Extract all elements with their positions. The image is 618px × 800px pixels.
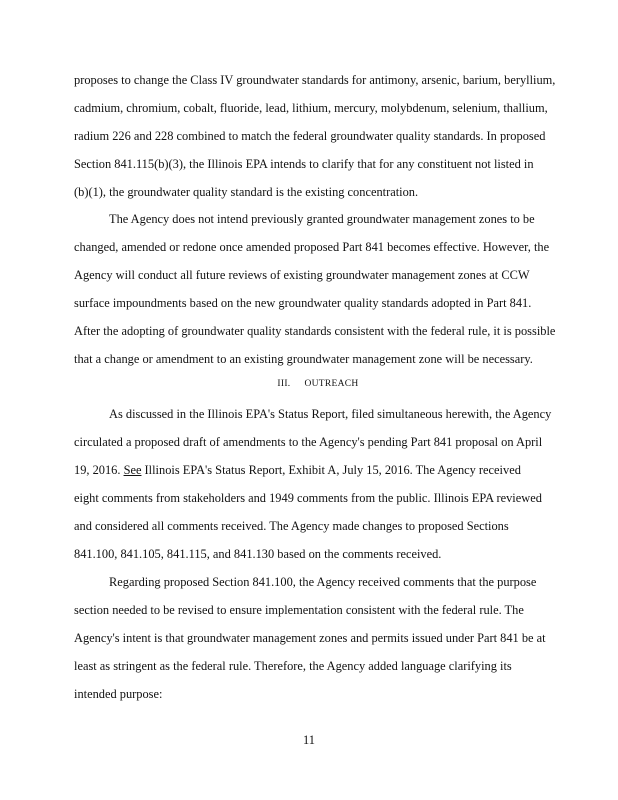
body-text-line: Section 841.115(b)(3), the Illinois EPA intends to clarify that for any constituent not listed in	[74, 157, 534, 171]
body-text-line: and considered all comments received. The Agency made changes to proposed Sections	[74, 519, 509, 533]
text-span: Illinois EPA's Status Report, Exhibit A, July 15, 2016. The Agency received	[141, 463, 521, 477]
body-text-line: surface impoundments based on the new groundwater quality standards adopted in Part 841.	[74, 296, 532, 310]
page-number: 11	[303, 733, 315, 747]
citation-signal: See	[123, 463, 142, 477]
body-text-line	[74, 463, 598, 477]
body-text-line: (b)(1), the groundwater quality standard is the existing concentration.	[74, 185, 419, 199]
body-text-line: Regarding proposed Section 841.100, the Agency received comments that the purpose	[109, 575, 537, 589]
body-text-line: circulated a proposed draft of amendments to the Agency's pending Part 841 proposal on April	[74, 435, 543, 449]
section-number: III.	[277, 379, 291, 389]
body-text-line: least as stringent as the federal rule. Therefore, the Agency added language clarifying its	[74, 659, 512, 673]
body-text-line: eight comments from stakeholders and 1949 comments from the public. Illinois EPA reviewed	[74, 491, 542, 505]
body-text-line: cadmium, chromium, cobalt, fluoride, lead, lithium, mercury, molybdenum, selenium, thallium,	[74, 101, 548, 115]
body-text-line: radium 226 and 228 combined to match the federal groundwater quality standards. In proposed	[74, 129, 546, 143]
body-text-line: intended purpose:	[74, 687, 163, 701]
body-text-line: changed, amended or redone once amended proposed Part 841 becomes effective. However, the	[74, 240, 550, 254]
body-text-line: Agency's intent is that groundwater management zones and permits issued under Part 841 be at	[74, 631, 546, 645]
body-text-line: The Agency does not intend previously granted groundwater management zones to be	[109, 212, 535, 226]
body-text-line: As discussed in the Illinois EPA's Status Report, filed simultaneous herewith, the Agency	[109, 407, 552, 421]
text-span: 19, 2016.	[74, 463, 124, 477]
body-text-line: 841.100, 841.105, 841.115, and 841.130 based on the comments received.	[74, 547, 442, 561]
body-text-line: proposes to change the Class IV groundwater standards for antimony, arsenic, barium, beryllium,	[74, 73, 556, 87]
body-text-line: Agency will conduct all future reviews of existing groundwater management zones at CCW	[74, 268, 530, 282]
body-text-line: After the adopting of groundwater quality standards consistent with the federal rule, it is possible	[74, 324, 556, 338]
section-heading	[0, 379, 618, 389]
body-text-line: section needed to be revised to ensure implementation consistent with the federal rule. The	[74, 603, 524, 617]
body-text-line: that a change or amendment to an existing groundwater management zone will be necessary.	[74, 352, 533, 366]
section-title: OUTREACH	[304, 379, 359, 389]
